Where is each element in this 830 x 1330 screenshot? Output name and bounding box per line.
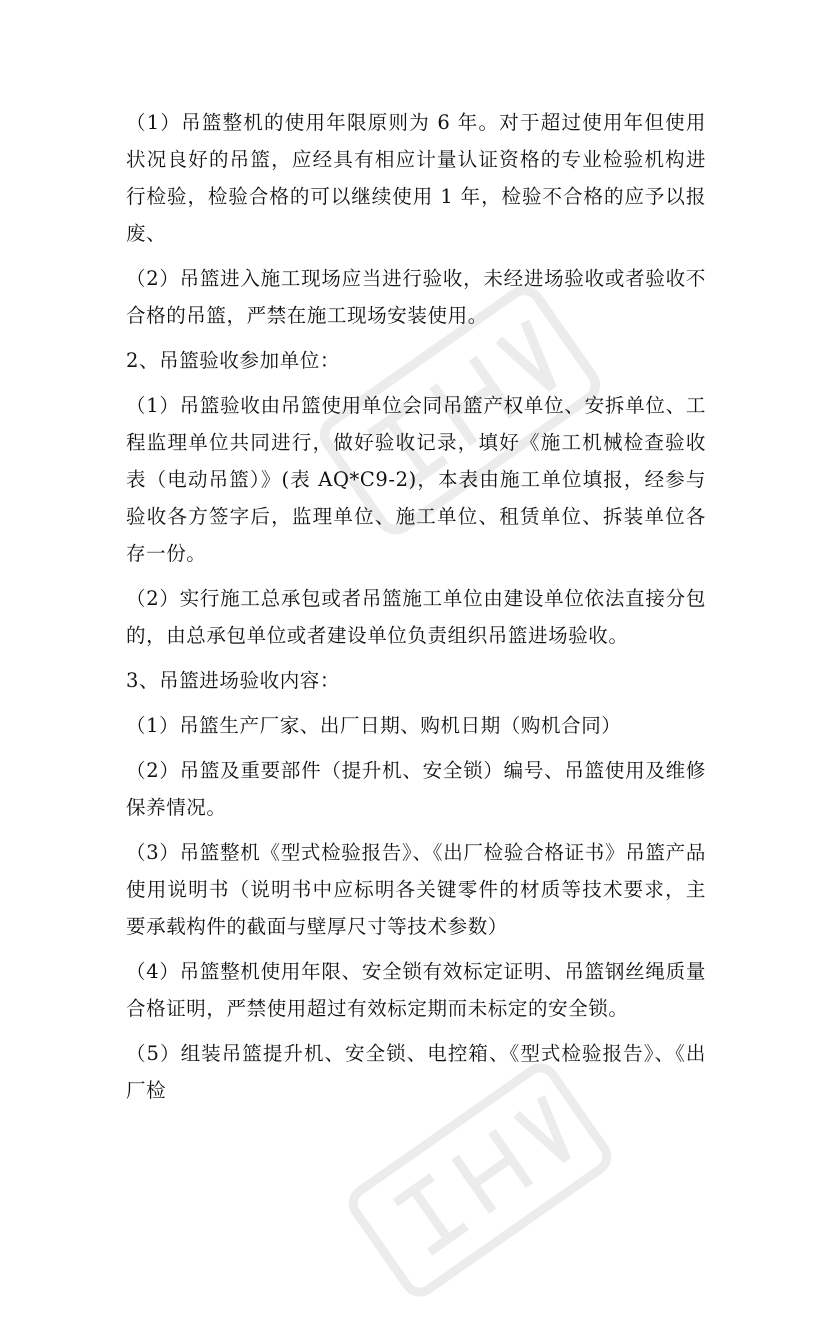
list-item-manufacturer: （1）吊篮生产厂家、出厂日期、购机日期（购机合同） <box>126 714 622 737</box>
heading-acceptance-content: 3、吊篮进场验收内容： <box>126 669 341 692</box>
document-body <box>126 104 706 1117</box>
paragraph-general-contractor: （2）实行施工总承包或者吊篮施工单位由建设单位依法直接分包的，由总承包单位或者建设单位负责组织吊篮进场验收。 <box>126 587 706 647</box>
heading-acceptance-parties: 2、吊篮验收参加单位： <box>126 349 341 372</box>
paragraph-lifespan: （1）吊篮整机的使用年限原则为 6 年。对于超过使用年但使用状况良好的吊篮，应经具有相应计量认证资格的专业检验机构进行检验，检验合格的可以继续使用 1 年，检验不合格的应予以报废、 <box>126 111 706 245</box>
list-item-certificates: （4）吊篮整机使用年限、安全锁有效标定证明、吊篮钢丝绳质量合格证明，严禁使用超过有效标定期而未标定的安全锁。 <box>126 960 706 1020</box>
paragraph-acceptance-units: （1）吊篮验收由吊篮使用单位会同吊篮产权单位、安拆单位、工程监理单位共同进行，做好验收记录，填好《施工机械检查验收表（电动吊篮）》(表 AQ*C9-2)，本表由施工单位填报，经参与验收各方签字后，监理单位、施工单位、租赁单位、拆装单位各存一份。 <box>126 394 706 565</box>
paragraph-site-acceptance: （2）吊篮进入施工现场应当进行验收，未经进场验收或者验收不合格的吊篮，严禁在施工现场安装使用。 <box>126 267 706 327</box>
list-item-reports: （3）吊篮整机《型式检验报告》、《出厂检验合格证书》吊篮产品使用说明书（说明书中应标明各关键零件的材质等技术要求，主要承载构件的截面与壁厚尺寸等技术参数） <box>126 841 706 938</box>
list-item-components: （2）吊篮及重要部件（提升机、安全锁）编号、吊篮使用及维修保养情况。 <box>126 759 706 819</box>
list-item-assembly: （5）组装吊篮提升机、安全锁、电控箱、《型式检验报告》、《出厂检 <box>126 1042 706 1102</box>
